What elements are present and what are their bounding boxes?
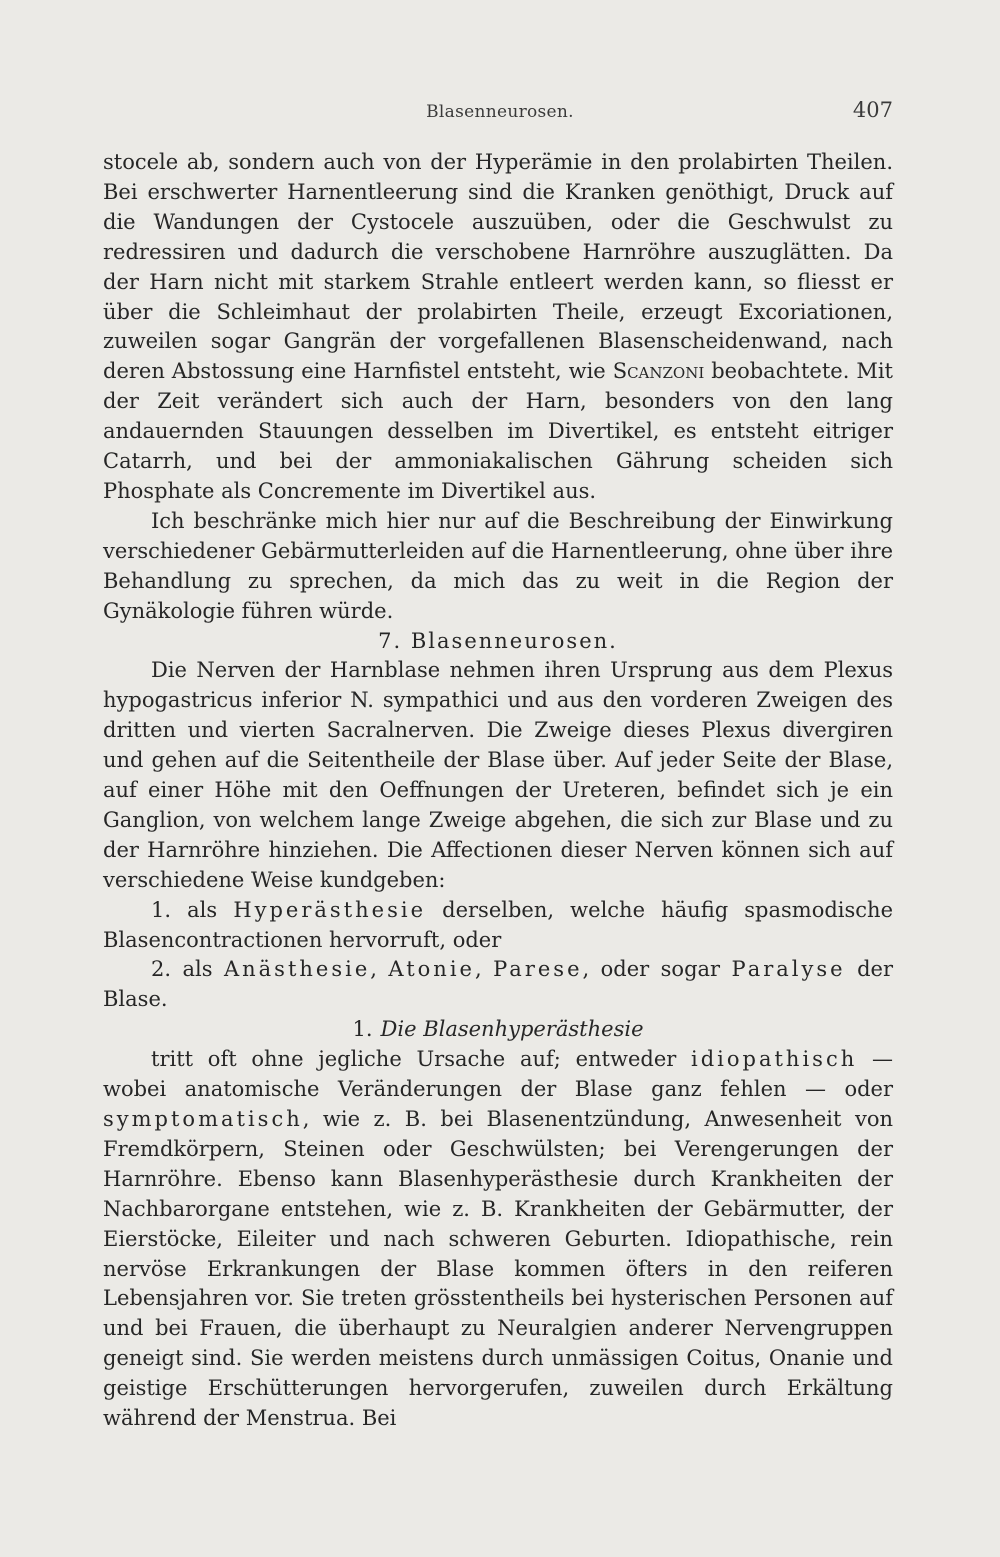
separator-text: , xyxy=(370,957,389,982)
list-item-text: derselben, welche häufig spasmodische Blasencontractionen hervorruft, oder xyxy=(103,897,893,952)
paragraph-gynecology: Ich beschränke mich hier nur auf die Beschreibung der Einwirkung verschiedener Gebärmutterleiden auf die Harnentleerung, ohne über ihre Behandlung zu sprechen, da mich das zu weit in die Region der Gynäkologie führen würde. xyxy=(103,508,893,623)
paragraph-nerves: Die Nerven der Harnblase nehmen ihren Ursprung aus dem Plexus hypogastricus inferior N. sympathici und aus den vorderen Zweigen des dritten und vierten Sacralnerven. Die Zweige dieses Plexus divergiren und gehen auf die Seitentheile der Blase über. Auf jeder Seite der Blase, auf einer Höhe mit den Oeffnungen der Ureteren, befindet sich je ein Ganglion, von welchem lange Zweige abgehen, die sich zur Blase und zu der Harnröhre hinziehen. Die Affectionen dieser Nerven können sich auf verschiedene Weise kundgeben: xyxy=(103,658,893,892)
subsection-heading xyxy=(103,1015,893,1045)
author-name: Scanzoni xyxy=(612,359,705,384)
list-item-hyperaesthesia xyxy=(103,896,893,956)
paragraph-continuation xyxy=(103,148,893,507)
paragraph-text: tritt oft ohne jegliche Ursache auf; entweder xyxy=(151,1047,692,1072)
spaced-term: Paralyse xyxy=(731,957,846,982)
spaced-term: Hyperästhesie xyxy=(233,897,427,922)
page-number: 407 xyxy=(852,98,893,122)
subsection-number: 1. xyxy=(352,1017,373,1042)
paragraph-text: beobachtete. Mit der Zeit verändert sich auch der Harn, besonders von den lang andauernden Stauungen desselben im Divertikel, es entsteht eitriger Catarrh, und bei der ammoniakalischen Gährung scheiden sich Phosphate als Concremente im Divertikel aus. xyxy=(103,359,893,503)
paragraph-text: , wie z. B. bei Blasenentzündung, Anwesenheit von Fremdkörpern, Steinen oder Geschwülsten; bei Verengerungen der Harnröhre. Ebenso kann Blasenhyperästhesie durch Krankheiten der Nachbarorgane entstehen, wie z. B. Krankheiten der Gebärmutter, der Eierstöcke, Eileiter und nach schweren Geburten. Idiopathische, rein nervöse Erkrankungen der Blase kommen öfters in den reiferen Lebensjahren vor. Sie treten grösstentheils bei hysterischen Personen auf und bei Frauen, die überhaupt zu Neuralgien anderer Nervengruppen geneigt sind. Sie werden meistens durch unmässigen Coitus, Onanie und geistige Erschütterungen hervorgerufen, zuweilen durch Erkältung während der Menstrua. Bei xyxy=(103,1107,893,1431)
paragraph-text: stocele ab, sondern auch von der Hyperämie in den prolabirten Theilen. Bei erschwerter Harnentleerung sind die Kranken genöthigt, Druck auf die Wandungen der Cystocele auszuüben, oder die Geschwulst zu redressiren und dadurch die verschobene Harnröhre auszuglätten. Da der Harn nicht mit starkem Strahle entleert werden kann, so fliesst er über die Schleimhaut der prolabirten Theile, erzeugt Excoriationen, zuweilen sogar Gangrän der vorgefallenen Blasenscheidenwand, nach deren Abstossung eine Harnfistel entsteht, wie xyxy=(103,150,893,384)
paragraph-text: — wobei anatomische Veränderungen der Blase ganz fehlen — oder xyxy=(103,1047,893,1102)
section-heading: 7. Blasenneurosen. xyxy=(378,628,618,653)
spaced-term: Anästhesie xyxy=(223,957,371,982)
subsection-title: Die Blasenhyperästhesie xyxy=(380,1017,644,1042)
list-item-number: 2. als xyxy=(151,957,224,982)
list-item-anaesthesia xyxy=(103,955,893,1015)
separator-text: , oder sogar xyxy=(582,957,732,982)
paragraph-hyperaesthesia xyxy=(103,1045,893,1434)
spaced-term: symptomatisch xyxy=(103,1107,303,1131)
spaced-term: Parese xyxy=(493,957,583,982)
spaced-term: idiopathisch xyxy=(691,1047,858,1072)
separator-text: , xyxy=(474,957,494,982)
list-item-number: 1. als xyxy=(151,897,234,922)
running-title: Blasenneurosen. xyxy=(426,102,574,122)
spaced-term: Atonie xyxy=(388,957,475,982)
list-item-text: der Blase. xyxy=(103,957,893,1012)
running-head xyxy=(0,98,1000,132)
body-text xyxy=(103,148,893,1434)
